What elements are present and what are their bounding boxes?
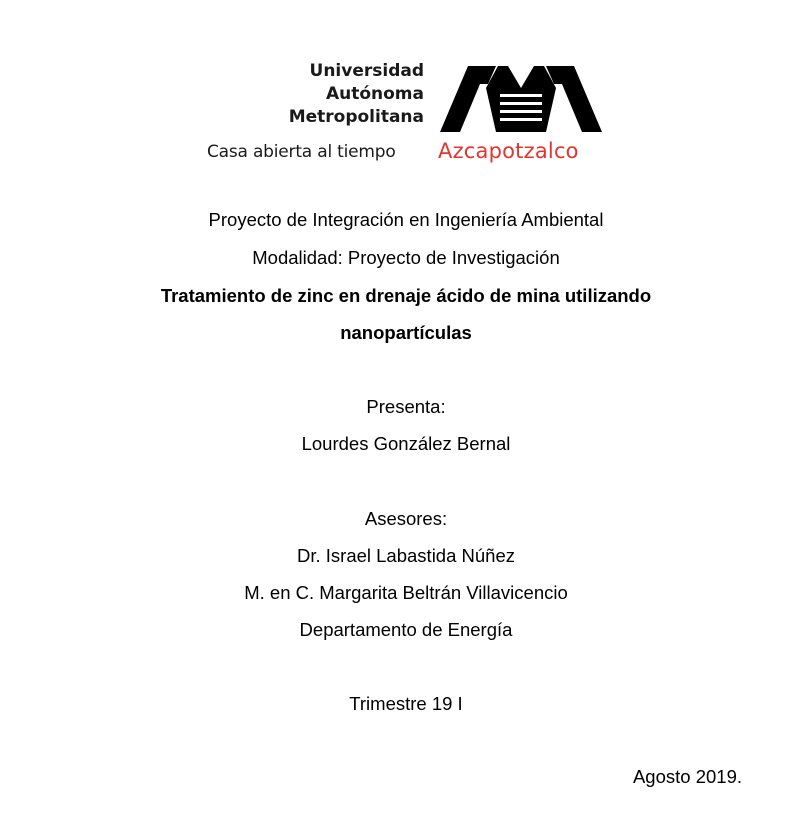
university-name-line: Metropolitana [288, 107, 424, 127]
department-name: Departamento de Energía [299, 619, 513, 640]
academic-term: Trimestre 19 I [349, 693, 463, 714]
advisors-label: Asesores: [364, 508, 448, 529]
university-name-line: Universidad [309, 61, 424, 81]
campus-name: Azcapotzalco [438, 139, 579, 163]
submission-date: Agosto 2019. [632, 766, 742, 787]
presenter-label: Presenta: [366, 396, 446, 417]
thesis-title-line-1: Tratamiento de zinc en drenaje ácido de mina utilizando [160, 285, 652, 306]
project-modality: Modalidad: Proyecto de Investigación [252, 247, 560, 268]
presenter-name: Lourdes González Bernal [301, 433, 511, 454]
advisor-name: M. en C. Margarita Beltrán Villavicencio [244, 582, 568, 603]
university-logo [200, 60, 620, 172]
university-name [289, 60, 424, 129]
uam-emblem-icon [440, 66, 602, 132]
project-type: Proyecto de Integración en Ingeniería Ambiental [208, 209, 604, 230]
university-name-line: Autónoma [325, 84, 424, 104]
university-motto: Casa abierta al tiempo [207, 142, 396, 162]
advisor-name: Dr. Israel Labastida Núñez [296, 545, 515, 566]
thesis-title-line-2: nanopartículas [340, 322, 472, 343]
